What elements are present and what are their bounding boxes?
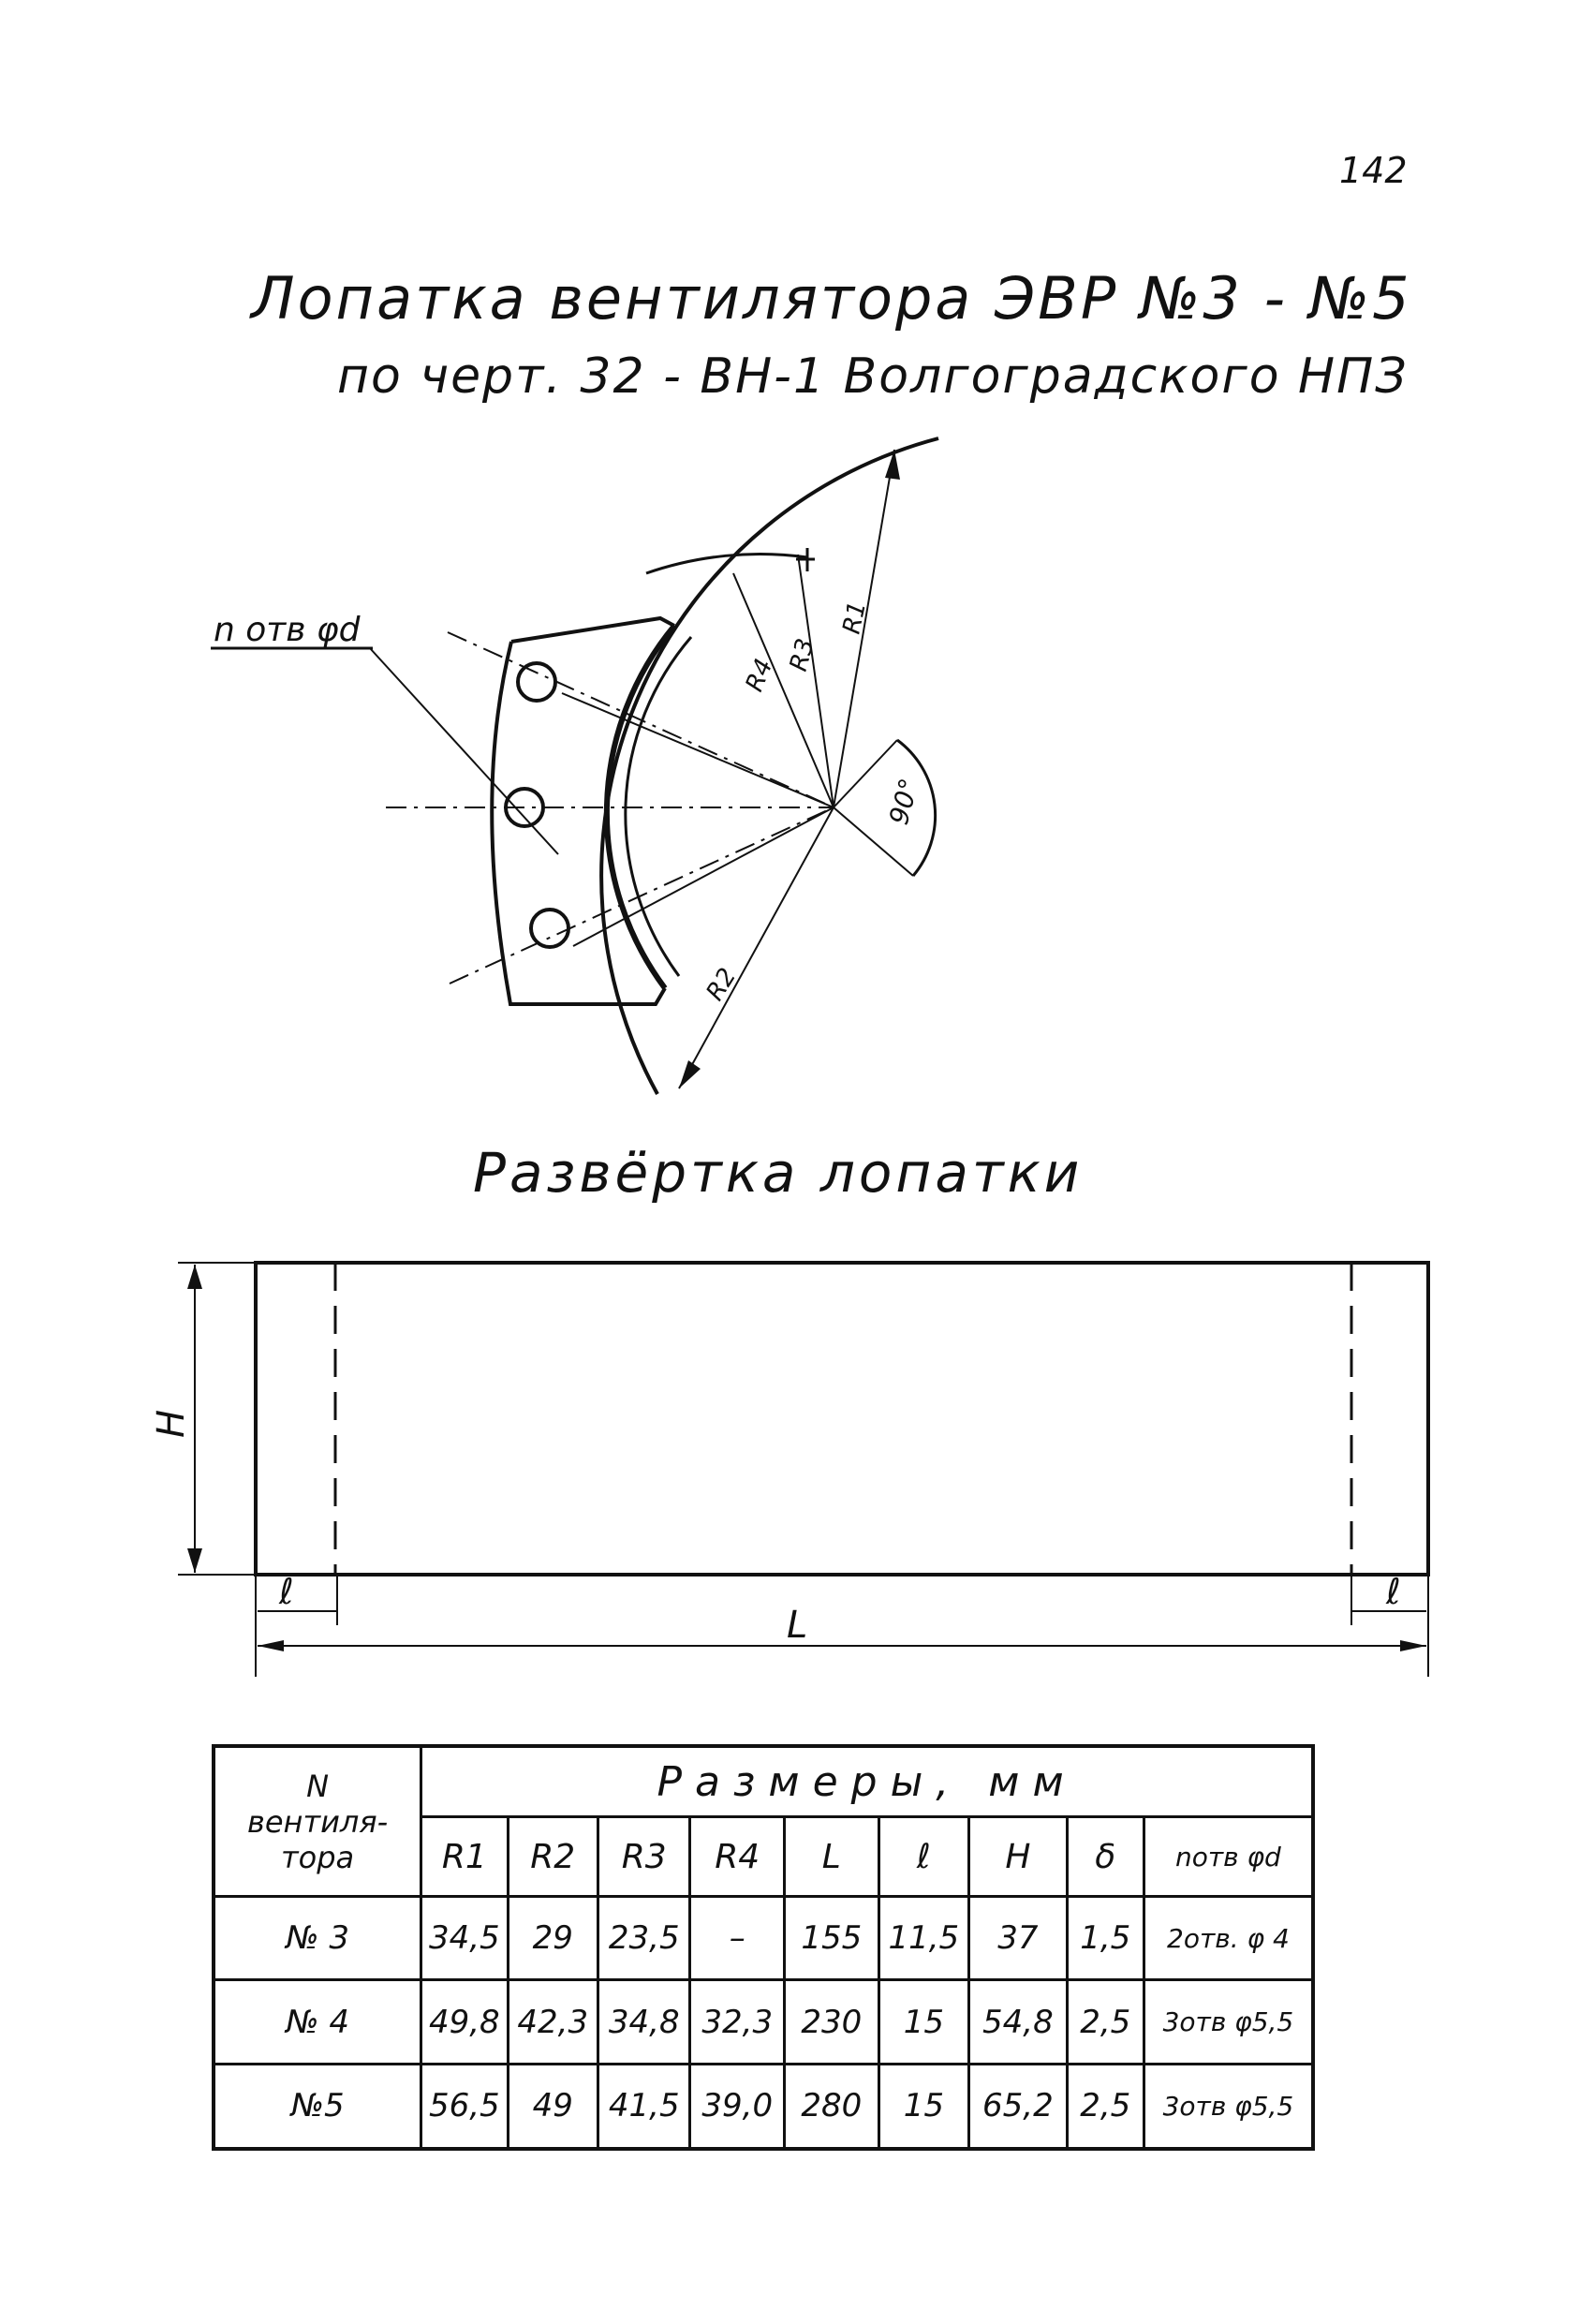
table-cell: 65,2 (969, 2064, 1068, 2149)
dimension-label-ell-right: ℓ (1386, 1571, 1401, 1612)
radius-label-r1: R1 (837, 599, 873, 637)
table-cell: – (690, 1897, 785, 1980)
dimension-label-l: L (787, 1604, 808, 1647)
table-cell: 2,5 (1067, 1980, 1144, 2064)
table-cell: 54,8 (969, 1980, 1068, 2064)
table-cell: 29 (508, 1897, 598, 1980)
dimension-label-ell-left: ℓ (279, 1571, 294, 1612)
table-cell: 49 (508, 2064, 598, 2149)
table-cell: 280 (785, 2064, 879, 2149)
table-cell: 11,5 (878, 1897, 968, 1980)
table-cell: 1,5 (1067, 1897, 1144, 1980)
development-outline (256, 1263, 1428, 1575)
table-cell: 39,0 (690, 2064, 785, 2149)
table-row (214, 1980, 1313, 2064)
column-header: R4 (690, 1817, 785, 1897)
table-cell: 230 (785, 1980, 879, 2064)
dimensions-table (212, 1744, 1315, 2151)
fan-number-cell: №5 (214, 2064, 421, 2149)
outer-arc-r1 (601, 438, 938, 1094)
table-row (214, 1897, 1313, 1980)
column-header: H (969, 1817, 1068, 1897)
table-cell: 41,5 (598, 2064, 690, 2149)
fan-number-cell: № 3 (214, 1897, 421, 1980)
fan-number-cell: № 4 (214, 1980, 421, 2064)
development-title: Развёртка лопатки (473, 1141, 1084, 1205)
table-cell: 23,5 (598, 1897, 690, 1980)
sizes-header: Размеры, мм (421, 1746, 1313, 1817)
radius-label-r2: R2 (701, 963, 743, 1006)
table-cell: 15 (878, 1980, 968, 2064)
table-row (214, 2064, 1313, 2149)
column-header: R1 (421, 1817, 508, 1897)
drawing-title: Лопатка вентилятора ЭВР №3 - №5 (251, 264, 1412, 333)
table-cell: 32,3 (690, 1980, 785, 2064)
radius-label-r4: R4 (740, 655, 779, 696)
table-cell: 3отв φ5,5 (1144, 2064, 1313, 2149)
table-cell: 49,8 (421, 1980, 508, 2064)
table-cell: 37 (969, 1897, 1068, 1980)
radius-label-r3: R3 (784, 635, 820, 674)
hole-label: n отв φd (214, 611, 361, 649)
table-cell: 42,3 (508, 1980, 598, 2064)
page-number: 142 (1339, 150, 1408, 191)
hole-top (518, 663, 555, 701)
table-cell: 2отв. φ 4 (1144, 1897, 1313, 1980)
dimension-label-h: H (150, 1409, 193, 1438)
hole-bottom (531, 910, 568, 947)
fan-number-header: N вентиля- тора (214, 1746, 421, 1897)
table-cell: 56,5 (421, 2064, 508, 2149)
table-cell: 34,5 (421, 1897, 508, 1980)
hole-leader (370, 648, 558, 854)
table-cell: 3отв φ5,5 (1144, 1980, 1313, 2064)
column-header: L (785, 1817, 879, 1897)
column-header: ℓ (878, 1817, 968, 1897)
column-header: R2 (508, 1817, 598, 1897)
column-header: δ (1067, 1817, 1144, 1897)
table-cell: 34,8 (598, 1980, 690, 2064)
table-cell: 2,5 (1067, 2064, 1144, 2149)
column-header: R3 (598, 1817, 690, 1897)
column-header: nотв φd (1144, 1817, 1313, 1897)
drawing-reference: по черт. 32 - ВН-1 Волгоградского НПЗ (337, 348, 1409, 405)
angle-label: 90° (882, 775, 925, 828)
table-cell: 15 (878, 2064, 968, 2149)
table-cell: 155 (785, 1897, 879, 1980)
